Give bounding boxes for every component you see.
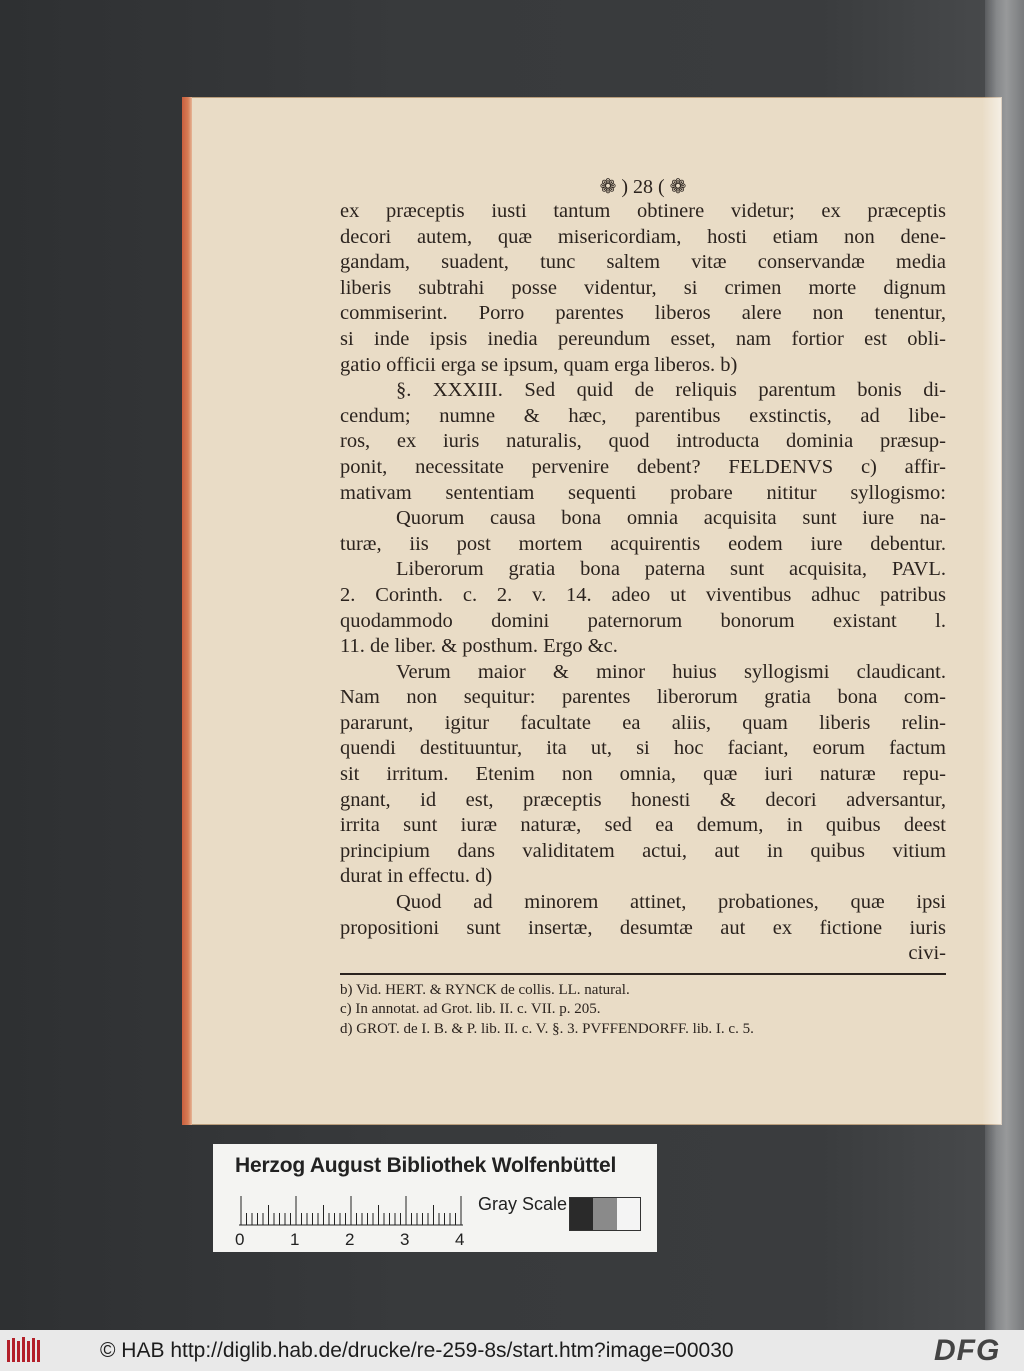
page-text-block — [340, 175, 946, 1039]
ruler-number: 1 — [290, 1230, 300, 1249]
text-line: gnant, id est, præceptis honesti & decori adversantur, — [340, 788, 946, 811]
ruler-number: 3 — [400, 1230, 410, 1249]
text-line: principium dans validitatem actui, aut in quibus vitium — [340, 839, 946, 862]
gray-scale-patches — [569, 1197, 641, 1231]
catchword: civi- — [908, 942, 946, 965]
text-line: sit irritum. Etenim non omnia, quæ iuri naturæ repu- — [340, 763, 946, 786]
page-gilt-edge — [182, 97, 192, 1125]
text-line: turæ, iis post mortem acquirentis eodem iure debentur. — [340, 532, 946, 555]
text-line: Nam non sequitur: parentes liberorum gratia bona com- — [340, 686, 946, 709]
dfg-logo: DFG — [934, 1334, 1001, 1367]
ruler-number: 0 — [235, 1230, 245, 1249]
text-line: cendum; numne & hæc, parentibus exstinctis, ad libe- — [340, 404, 946, 427]
gray-patch-mid — [593, 1198, 616, 1230]
archive-color-card — [213, 1144, 657, 1252]
text-line: ponit, necessitate pervenire debent? FELDENVS c) affir- — [340, 455, 946, 478]
gray-patch-dark — [570, 1198, 593, 1230]
viewer-footer — [0, 1330, 1024, 1371]
ruler-number: 2 — [345, 1230, 355, 1249]
text-line: 11. de liber. & posthum. Ergo &c. — [340, 635, 618, 658]
archive-title: Herzog August Bibliothek Wolfenbüttel — [235, 1154, 617, 1177]
text-line: Quorum causa bona omnia acquisita sunt iure na- — [396, 507, 946, 530]
text-line: gatio officii erga se ipsum, quam erga liberos. b) — [340, 353, 738, 376]
text-line: ex præceptis iusti tantum obtinere videtur; ex præceptis — [340, 200, 946, 222]
text-line: Verum maior & minor huius syllogismi claudicant. — [396, 660, 946, 683]
footnote: b) Vid. HERT. & RYNCK de collis. LL. natural. — [340, 981, 630, 998]
text-line: decori autem, quæ misericordiam, hosti etiam non dene- — [340, 225, 946, 248]
gray-patch-light — [617, 1198, 640, 1230]
page-sheen — [982, 97, 1002, 1125]
text-line: durat in effectu. d) — [340, 865, 493, 888]
footnote-rule — [340, 973, 946, 975]
text-line: commiserint. Porro parentes liberos alere non tenentur, — [340, 302, 946, 325]
text-line: quodammodo domini paternorum bonorum existant l. — [340, 609, 946, 632]
text-line: ros, ex iuris naturalis, quod introducta dominia præsup- — [340, 430, 946, 453]
text-line: irrita sunt iuræ naturæ, sed ea demum, in quibus deest — [340, 814, 946, 837]
text-line: gandam, suadent, tunc saltem vitæ conservandæ media — [340, 251, 946, 274]
text-line: 2. Corinth. c. 2. v. 14. adeo ut viventibus adhuc patribus — [340, 583, 946, 606]
text-line: pararunt, igitur facultate ea aliis, quam liberis relin- — [340, 711, 946, 734]
running-head: ❁ ) 28 ( ❁ — [599, 176, 687, 198]
footnote: c) In annotat. ad Grot. lib. II. c. VII. p. 205. — [340, 1001, 601, 1018]
text-line: Liberorum gratia bona paterna sunt acquisita, PAVL. — [396, 558, 946, 581]
section-heading-line: §. XXXIII. Sed quid de reliquis parentum bonis di- — [396, 379, 946, 402]
text-line: mativam sententiam sequenti probare nititur syllogismo: — [340, 481, 946, 504]
gray-scale-label: Gray Scale — [478, 1194, 568, 1214]
text-line: si inde ipsis inedia pereundum esset, nam fortior est obli- — [340, 327, 946, 350]
book-page — [182, 97, 1002, 1125]
source-link[interactable]: © HAB http://diglib.hab.de/drucke/re-259-8s/start.htm?image=00030 — [100, 1339, 734, 1362]
text-line: quendi destituuntur, ita ut, si hoc faciant, eorum factum — [340, 737, 946, 760]
text-line: Quod ad minorem attinet, probationes, quæ ipsi — [396, 891, 946, 914]
ruler-number: 4 — [455, 1230, 465, 1249]
text-line: propositioni sunt insertæ, desumtæ aut ex fictione iuris — [340, 916, 946, 939]
footnote: d) GROT. de I. B. & P. lib. II. c. V. §. 3. PVFFENDORFF. lib. I. c. 5. — [340, 1020, 754, 1037]
ruler-scale — [239, 1196, 463, 1226]
text-line: liberis subtrahi posse videntur, si crimen morte dignum — [340, 276, 946, 299]
library-logo-icon — [6, 1337, 42, 1364]
